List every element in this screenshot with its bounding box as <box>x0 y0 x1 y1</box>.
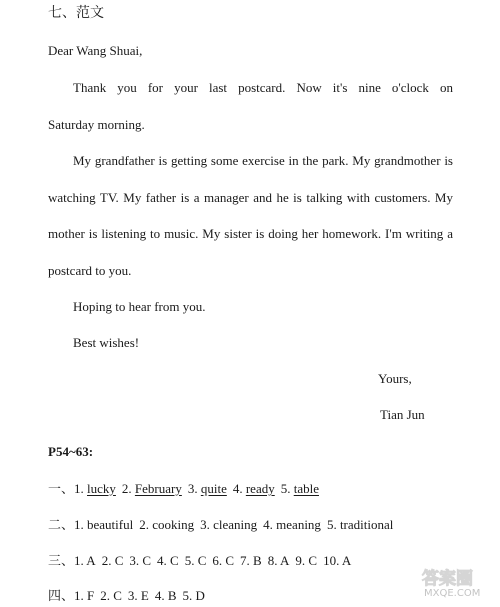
paragraph-4: Best wishes! <box>73 335 140 350</box>
answer-item: 1. lucky <box>74 481 116 496</box>
svg-text:答案圈: 答案圈 <box>422 569 473 589</box>
section-heading: 七、范文 <box>48 6 104 21</box>
paragraph-2-line-4: postcard to you. <box>48 263 132 278</box>
paragraph-2-line-1: My grandfather is getting some exercise in the park. My grandmother is <box>73 153 453 168</box>
paragraph-3: Hoping to hear from you. <box>73 299 206 314</box>
answer-item: 5. traditional <box>326 517 394 532</box>
watermark-url: MXQE.COM <box>424 588 481 599</box>
answer-item: 10. A <box>323 553 352 568</box>
answer-item: 9. C <box>295 553 318 568</box>
answer-row-prefix: 一、 <box>48 481 75 496</box>
answer-item: 4. meaning <box>263 517 321 532</box>
answer-item: 3. C <box>129 553 152 568</box>
answer-row-1 <box>48 480 500 498</box>
watermark-logo-icon <box>420 566 498 590</box>
answer-item: 4. B <box>154 588 177 603</box>
paragraph-1-line-1: Thank you for your last postcard. Now it's nine o'clock on <box>73 80 453 95</box>
answers-section-title: P54~63: <box>48 444 94 459</box>
answer-item: 2. cooking <box>139 517 195 532</box>
letter-closing: Yours, <box>378 371 412 386</box>
answer-item: 3. E <box>127 588 149 603</box>
answer-row-prefix: 二、 <box>48 517 75 532</box>
answer-item: 4. C <box>157 553 179 568</box>
answer-item: 1. F <box>74 588 95 603</box>
letter-signature: Tian Jun <box>380 407 425 422</box>
letter-salutation: Dear Wang Shuai, <box>48 43 143 58</box>
answer-item: 6. C <box>212 553 235 568</box>
answer-item: 8. A <box>267 553 290 568</box>
answer-item: 1. A <box>74 553 96 568</box>
paragraph-2-line-3: mother is listening to music. My sister is doing her homework. I'm writing a <box>48 226 453 241</box>
answer-item: 5. D <box>182 588 205 603</box>
answer-row-prefix: 四、 <box>48 588 75 603</box>
answer-item: 7. B <box>240 553 262 568</box>
answer-row-prefix: 三、 <box>48 553 75 568</box>
answer-item: 3. quite <box>187 481 227 496</box>
answer-item: 2. February <box>121 481 182 496</box>
answer-item: 2. C <box>100 588 122 603</box>
site-watermark <box>420 566 498 604</box>
answer-item: 1. beautiful <box>74 517 134 532</box>
answer-item: 5. table <box>280 481 319 496</box>
answer-item: 3. cleaning <box>200 517 258 532</box>
paragraph-1-line-2: Saturday morning. <box>48 117 145 132</box>
answer-item: 2. C <box>101 553 124 568</box>
answer-row-2 <box>48 516 500 534</box>
paragraph-2-line-2: watching TV. My father is a manager and he is talking with customers. My <box>48 190 453 205</box>
answer-item: 5. C <box>184 553 207 568</box>
answer-item: 4. ready <box>232 481 275 496</box>
